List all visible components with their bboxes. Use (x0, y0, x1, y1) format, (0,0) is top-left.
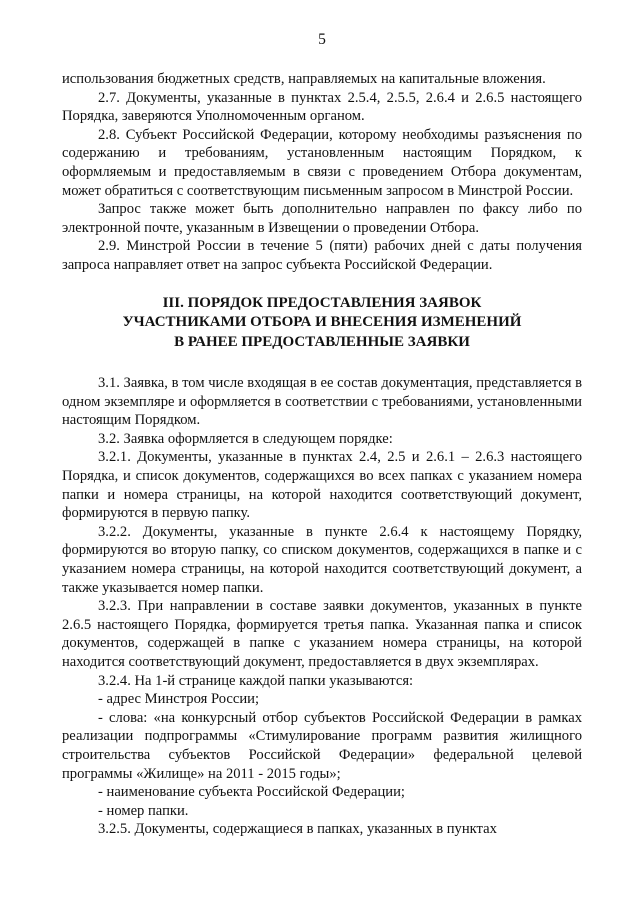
paragraph-2-9: 2.9. Минстрой России в течение 5 (пяти) рабочих дней с даты получения запроса направляет ответ на запрос субъекта Российской Федерации. (62, 238, 582, 273)
section-heading-line-3: В РАНЕЕ ПРЕДОСТАВЛЕННЫЕ ЗАЯВКИ (174, 333, 470, 350)
body-after-section (62, 374, 582, 839)
list-item-words: - слова: «на конкурсный отбор субъектов Российской Федерации в рамках реализации подпрограммы «Стимулирование программ развития жилищного строительства субъектов Российской Федерации» федеральной целевой программы «Жилище» на 2011 - 2015 годы»; (62, 709, 582, 782)
section-heading-iii (62, 294, 582, 353)
list-item-folder-number: - номер папки. (98, 802, 189, 819)
paragraph-2-7: 2.7. Документы, указанные в пунктах 2.5.4, 2.5.5, 2.6.4 и 2.6.5 настоящего Порядка, заверяются Уполномоченным органом. (62, 89, 582, 125)
body-before-section (62, 70, 582, 275)
paragraph-3-1: 3.1. Заявка, в том числе входящая в ее состав документация, представляется в одном экземпляре и оформляется в соответствии с требованиями, установленными настоящим Порядком. (62, 375, 582, 429)
paragraph-request-fax: Запрос также может быть дополнительно направлен по факсу либо по электронной почте, указанным в Извещении о проведении Отбора. (62, 201, 582, 236)
paragraph-3-2-2: 3.2.2. Документы, указанные в пункте 2.6.4 к настоящему Порядку, формируются во вторую папку, со списком документов, содержащихся в папке и с указанием номера страницы, на которой находится соответствующий документ, а также указывается номер папки. (62, 523, 582, 596)
paragraph-3-2: 3.2. Заявка оформляется в следующем порядке: (98, 430, 393, 447)
paragraph-budget-funds: использования бюджетных средств, направляемых на капитальные вложения. (62, 71, 546, 87)
paragraph-3-2-4: 3.2.4. На 1-й странице каждой папки указываются: (98, 672, 414, 689)
paragraph-3-2-1: 3.2.1. Документы, указанные в пунктах 2.4, 2.5 и 2.6.1 – 2.6.3 настоящего Порядка, и список документов, содержащихся во всех папках с указанием номера папки и номера страницы, на которой находится соответствующий документ, формируются в первую папку. (62, 449, 582, 522)
section-heading-line-2: УЧАСТНИКАМИ ОТБОРА И ВНЕСЕНИЯ ИЗМЕНЕНИЙ (122, 314, 522, 331)
paragraph-3-2-5: 3.2.5. Документы, содержащиеся в папках, указанных в пунктах (98, 821, 497, 838)
section-heading-line-1: III. ПОРЯДОК ПРЕДОСТАВЛЕНИЯ ЗАЯВОК (162, 294, 482, 311)
list-item-subject-name: - наименование субъекта Российской Федерации; (98, 784, 405, 801)
page-number: 5 (318, 31, 326, 48)
paragraph-3-2-3: 3.2.3. При направлении в составе заявки документов, указанных в пункте 2.6.5 настоящего Порядка, формируется третья папка. Указанная папка и список документов, содержащей в папке с указанием номера страницы, на которой находится соответствующий документ, предоставляется в двух экземплярах. (62, 598, 582, 670)
paragraph-2-8: 2.8. Субъект Российской Федерации, которому необходимы разъяснения по содержанию и требованиям, установленным настоящим Порядком, к оформляемым и предоставляемым в связи с проведением Отбора документам, может обратиться с соответствующим письменным запросом в Минстрой России. (62, 126, 582, 199)
list-item-address: - адрес Минстроя России; (98, 691, 260, 708)
